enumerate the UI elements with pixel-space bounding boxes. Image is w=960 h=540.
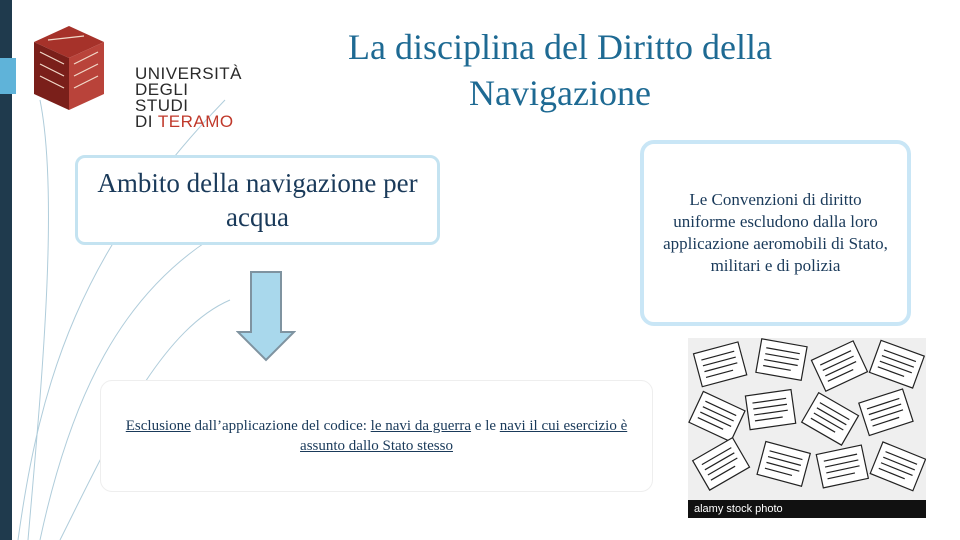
state-ships-term: navi il cui esercizio è assunto dallo Stato stesso (300, 418, 628, 454)
scope-box: Ambito della navigazione per acqua (75, 155, 440, 245)
exclusion-term: Esclusione (125, 418, 191, 434)
exclusion-box (100, 380, 653, 492)
university-logo (30, 22, 243, 131)
logo-line-3: DI TERAMO (135, 112, 234, 131)
logo-line-1: UNIVERSITÀ (135, 64, 243, 83)
warships-term: le navi da guerra (370, 418, 472, 434)
slide-title: La disciplina del Diritto della Navigazione (348, 27, 772, 113)
exclusion-phrase: dall’applicazione del codice: (190, 418, 371, 434)
logo-cube-icon (30, 22, 108, 114)
photo-watermark: alamy stock photo (688, 500, 926, 518)
exclusion-conjunction: e le (471, 418, 500, 434)
logo-line-2: DEGLI STUDI (135, 80, 189, 115)
exclusion-text (116, 416, 637, 456)
conventions-box: Le Convenzioni di diritto uniforme escludono dalla loro applicazione aeromobili di Stato, militari e di polizia (640, 140, 911, 326)
logo-wordmark (135, 66, 242, 130)
papers-photo (688, 338, 926, 518)
logo-line-3-accent: TERAMO (157, 112, 234, 131)
arrow-down-icon (236, 270, 296, 362)
scattered-papers-image (688, 338, 926, 518)
